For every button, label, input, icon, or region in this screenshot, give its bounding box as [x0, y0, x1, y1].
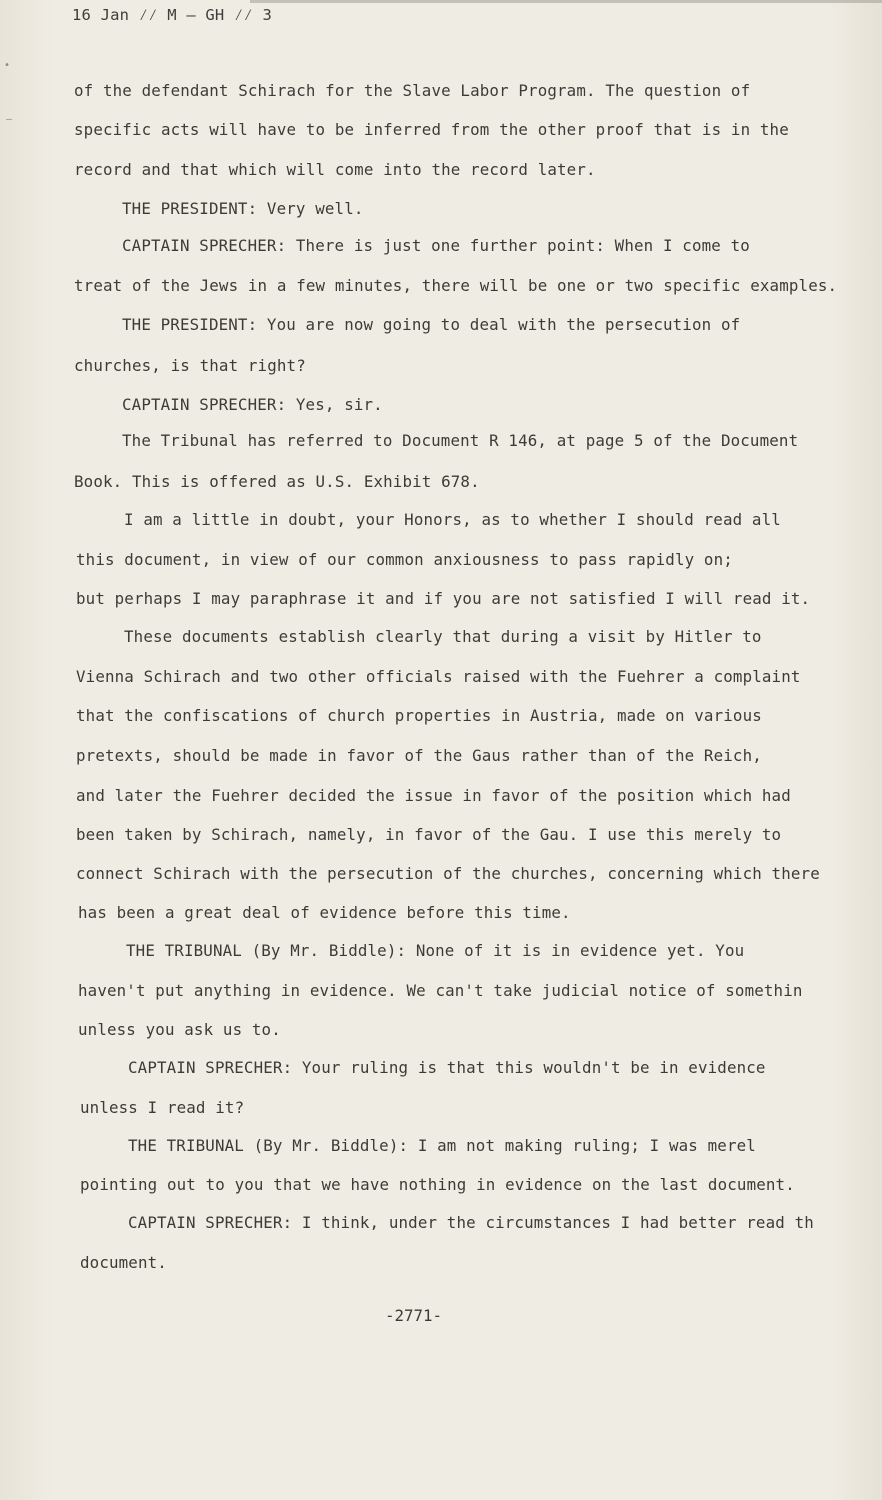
text-line: unless you ask us to.	[78, 1020, 281, 1039]
text-line: connect Schirach with the persecution of the churches, concerning which there	[76, 864, 820, 883]
text-line: THE PRESIDENT: Very well.	[122, 199, 364, 218]
text-line: churches, is that right?	[74, 356, 306, 375]
text-line: unless I read it?	[80, 1098, 245, 1117]
text-line: and later the Fuehrer decided the issue in favor of the position which had	[76, 786, 791, 805]
page-header: 16 Jan ⁄⁄ M – GH ⁄⁄ 3	[72, 6, 273, 24]
text-line: pointing out to you that we have nothing in evidence on the last document.	[80, 1175, 795, 1194]
text-line: CAPTAIN SPRECHER: There is just one further point: When I come to	[122, 236, 750, 255]
text-line: THE PRESIDENT: You are now going to deal with the persecution of	[122, 315, 741, 334]
text-line: pretexts, should be made in favor of the Gaus rather than of the Reich,	[76, 746, 762, 765]
text-line: haven't put anything in evidence. We can't take judicial notice of somethin	[78, 981, 803, 1000]
text-line: has been a great deal of evidence before this time.	[78, 903, 571, 922]
text-line: THE TRIBUNAL (By Mr. Biddle): None of it is in evidence yet. You	[126, 941, 745, 960]
text-line: but perhaps I may paraphrase it and if you are not satisfied I will read it.	[76, 589, 811, 608]
text-line: The Tribunal has referred to Document R 146, at page 5 of the Document	[122, 431, 799, 450]
text-line: CAPTAIN SPRECHER: Yes, sir.	[122, 395, 383, 414]
text-line: record and that which will come into the record later.	[74, 160, 596, 179]
text-line: of the defendant Schirach for the Slave Labor Program. The question of	[74, 81, 751, 100]
text-line: These documents establish clearly that during a visit by Hitler to	[124, 627, 762, 646]
text-line: document.	[80, 1253, 167, 1272]
page-top-edge	[250, 0, 882, 3]
margin-mark: •	[4, 60, 11, 71]
text-line: THE TRIBUNAL (By Mr. Biddle): I am not making ruling; I was merel	[128, 1136, 756, 1155]
text-line: CAPTAIN SPRECHER: I think, under the circumstances I had better read th	[128, 1213, 814, 1232]
text-line: that the confiscations of church properties in Austria, made on various	[76, 706, 762, 725]
text-line: I am a little in doubt, your Honors, as to whether I should read all	[124, 510, 781, 529]
text-line: CAPTAIN SPRECHER: Your ruling is that this wouldn't be in evidence	[128, 1058, 766, 1077]
text-line: Book. This is offered as U.S. Exhibit 678.	[74, 472, 480, 491]
text-line: this document, in view of our common anxiousness to pass rapidly on;	[76, 550, 733, 569]
margin-mark: –	[6, 114, 13, 125]
text-line: treat of the Jews in a few minutes, there will be one or two specific examples.	[74, 276, 838, 295]
text-line: been taken by Schirach, namely, in favor of the Gau. I use this merely to	[76, 825, 782, 844]
page-number: -2771-	[385, 1306, 443, 1325]
text-line: specific acts will have to be inferred from the other proof that is in the	[74, 120, 789, 139]
text-line: Vienna Schirach and two other officials raised with the Fuehrer a complaint	[76, 667, 801, 686]
